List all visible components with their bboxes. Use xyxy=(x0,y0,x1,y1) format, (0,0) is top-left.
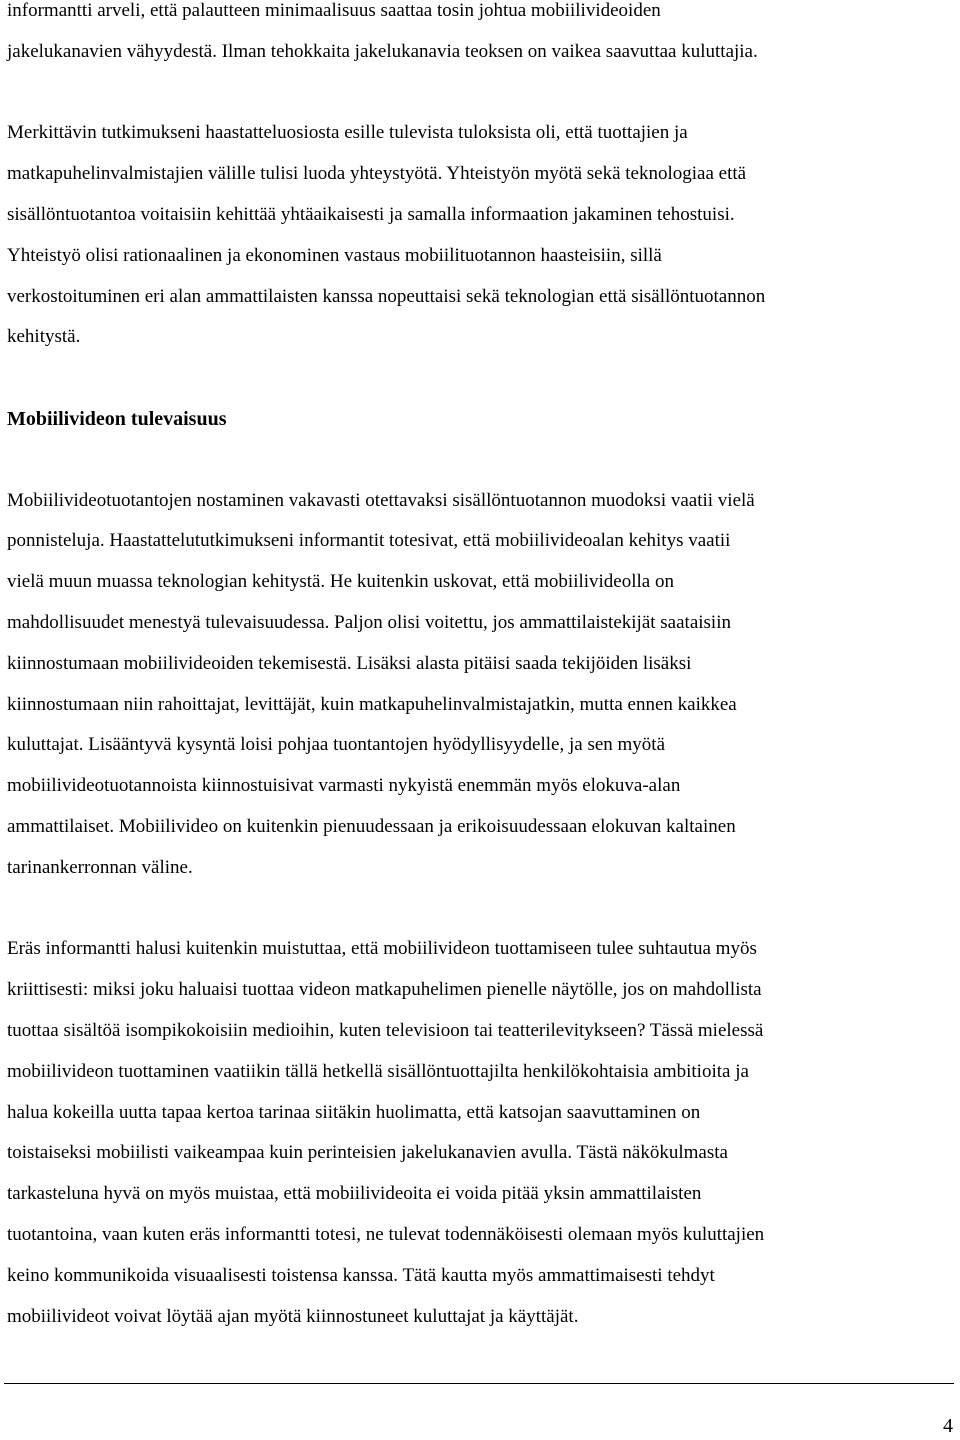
text-line: ammattilaiset. Mobiilivideo on kuitenkin pienuudessaan ja erikoisuudessaan elokuvan kaltainen xyxy=(7,815,736,837)
paragraph-spacer xyxy=(7,440,953,481)
text-line: sisällöntuotantoa voitaisiin kehittää yhtäaikaisesti ja samalla informaation jakaminen tehostuisi. xyxy=(7,203,735,225)
text-line: Merkittävin tutkimukseni haastatteluosiosta esille tulevista tuloksista oli, että tuottajien ja xyxy=(7,122,688,144)
text-line: kuluttajat. Lisääntyvä kysyntä loisi pohjaa tuontantojen hyödyllisyydelle, ja sen myötä xyxy=(7,734,666,756)
text-line: mobiilivideot voivat löytää ajan myötä kiinnostuneet kuluttajat ja käyttäjät. xyxy=(7,1305,579,1327)
text-line: toistaiseksi mobiilisti vaikeampaa kuin perinteisien jakelukanavien avulla. Tästä näkökulmasta xyxy=(7,1142,728,1164)
text-line: kiinnostumaan niin rahoittajat, levittäjät, kuin matkapuhelinvalmistajatkin, mutta ennen kaikkea xyxy=(7,693,737,715)
text-line: vielä muun muassa teknologian kehitystä. He kuitenkin uskovat, että mobiilivideolla on xyxy=(7,571,674,593)
text-line: mobiilivideotuotannoista kiinnostuisivat varmasti nykyistä enemmän myös elokuva-alan xyxy=(7,775,681,797)
text-line: keino kommunikoida visuaalisesti toistensa kanssa. Tätä kautta myös ammattimaisesti tehdyt xyxy=(7,1264,715,1286)
text-line: ponnisteluja. Haastattelututkimukseni informantit totesivat, että mobiilivideoalan kehitys vaatii xyxy=(7,530,731,552)
text-line: mobiilivideon tuottaminen vaatiikin tällä hetkellä sisällöntuottajilta henkilökohtaisia ambitioita ja xyxy=(7,1060,749,1082)
text-line: Mobiilivideotuotantojen nostaminen vakavasti otettavaksi sisällöntuotannon muodoksi vaatii vielä xyxy=(7,489,755,511)
text-line: halua kokeilla uutta tapaa kertoa tarinaa siitäkin huolimatta, että katsojan saavuttaminen on xyxy=(7,1101,701,1123)
text-line: mahdollisuudet menestyä tulevaisuudessa. Paljon olisi voitettu, jos ammattilaistekijät saataisiin xyxy=(7,611,731,633)
text-line: Yhteistyö olisi rationaalinen ja ekonominen vastaus mobiilituotannon haasteisiin, sillä xyxy=(7,244,662,266)
document-page xyxy=(7,0,953,1337)
paragraph-spacer xyxy=(7,358,953,399)
text-line: matkapuhelinvalmistajien välille tulisi luoda yhteystyötä. Yhteistyön myötä sekä teknologiaa että xyxy=(7,163,747,185)
text-line: kehitystä. xyxy=(7,326,81,348)
paragraph-spacer xyxy=(7,73,953,114)
page-number: 4 xyxy=(943,1415,953,1437)
text-line: informantti arveli, että palautteen minimaalisuus saattaa tosin johtua mobiilivideoiden xyxy=(7,0,661,21)
text-line: kiinnostumaan mobiilivideoiden tekemisestä. Lisäksi alasta pitäisi saada tekijöiden lisäksi xyxy=(7,652,692,674)
text-line: jakelukanavien vähyydestä. Ilman tehokkaita jakelukanavia teoksen on vaikea saavuttaa kuluttajia. xyxy=(7,40,758,62)
paragraph-2 xyxy=(7,113,953,358)
text-line: tarinankerronnan väline. xyxy=(7,856,193,878)
paragraph-3 xyxy=(7,481,953,889)
text-line: kriittisesti: miksi joku haluaisi tuottaa videon matkapuhelimen pienelle näytölle, jos on mahdollista xyxy=(7,979,762,1001)
section-heading: Mobiilivideon tulevaisuus xyxy=(7,407,227,430)
paragraph-spacer xyxy=(7,889,953,930)
paragraph-1 xyxy=(7,0,953,73)
text-line: tuotantoina, vaan kuten eräs informantti totesi, ne tulevat todennäköisesti olemaan myös kuluttajien xyxy=(7,1223,765,1245)
paragraph-4 xyxy=(7,929,953,1337)
text-line: tarkasteluna hyvä on myös muistaa, että mobiilivideoita ei voida pitää yksin ammattilaisten xyxy=(7,1183,702,1205)
text-line: verkostoituminen eri alan ammattilaisten kanssa nopeuttaisi sekä teknologian että sisällöntuotannon xyxy=(7,285,766,307)
text-line: Eräs informantti halusi kuitenkin muistuttaa, että mobiilivideon tuottamiseen tulee suhtautua myös xyxy=(7,938,757,960)
footer-divider xyxy=(4,1383,954,1384)
text-line: tuottaa sisältöä isompikokoisiin medioihin, kuten televisioon tai teatterilevitykseen? Tässä mielessä xyxy=(7,1019,764,1041)
